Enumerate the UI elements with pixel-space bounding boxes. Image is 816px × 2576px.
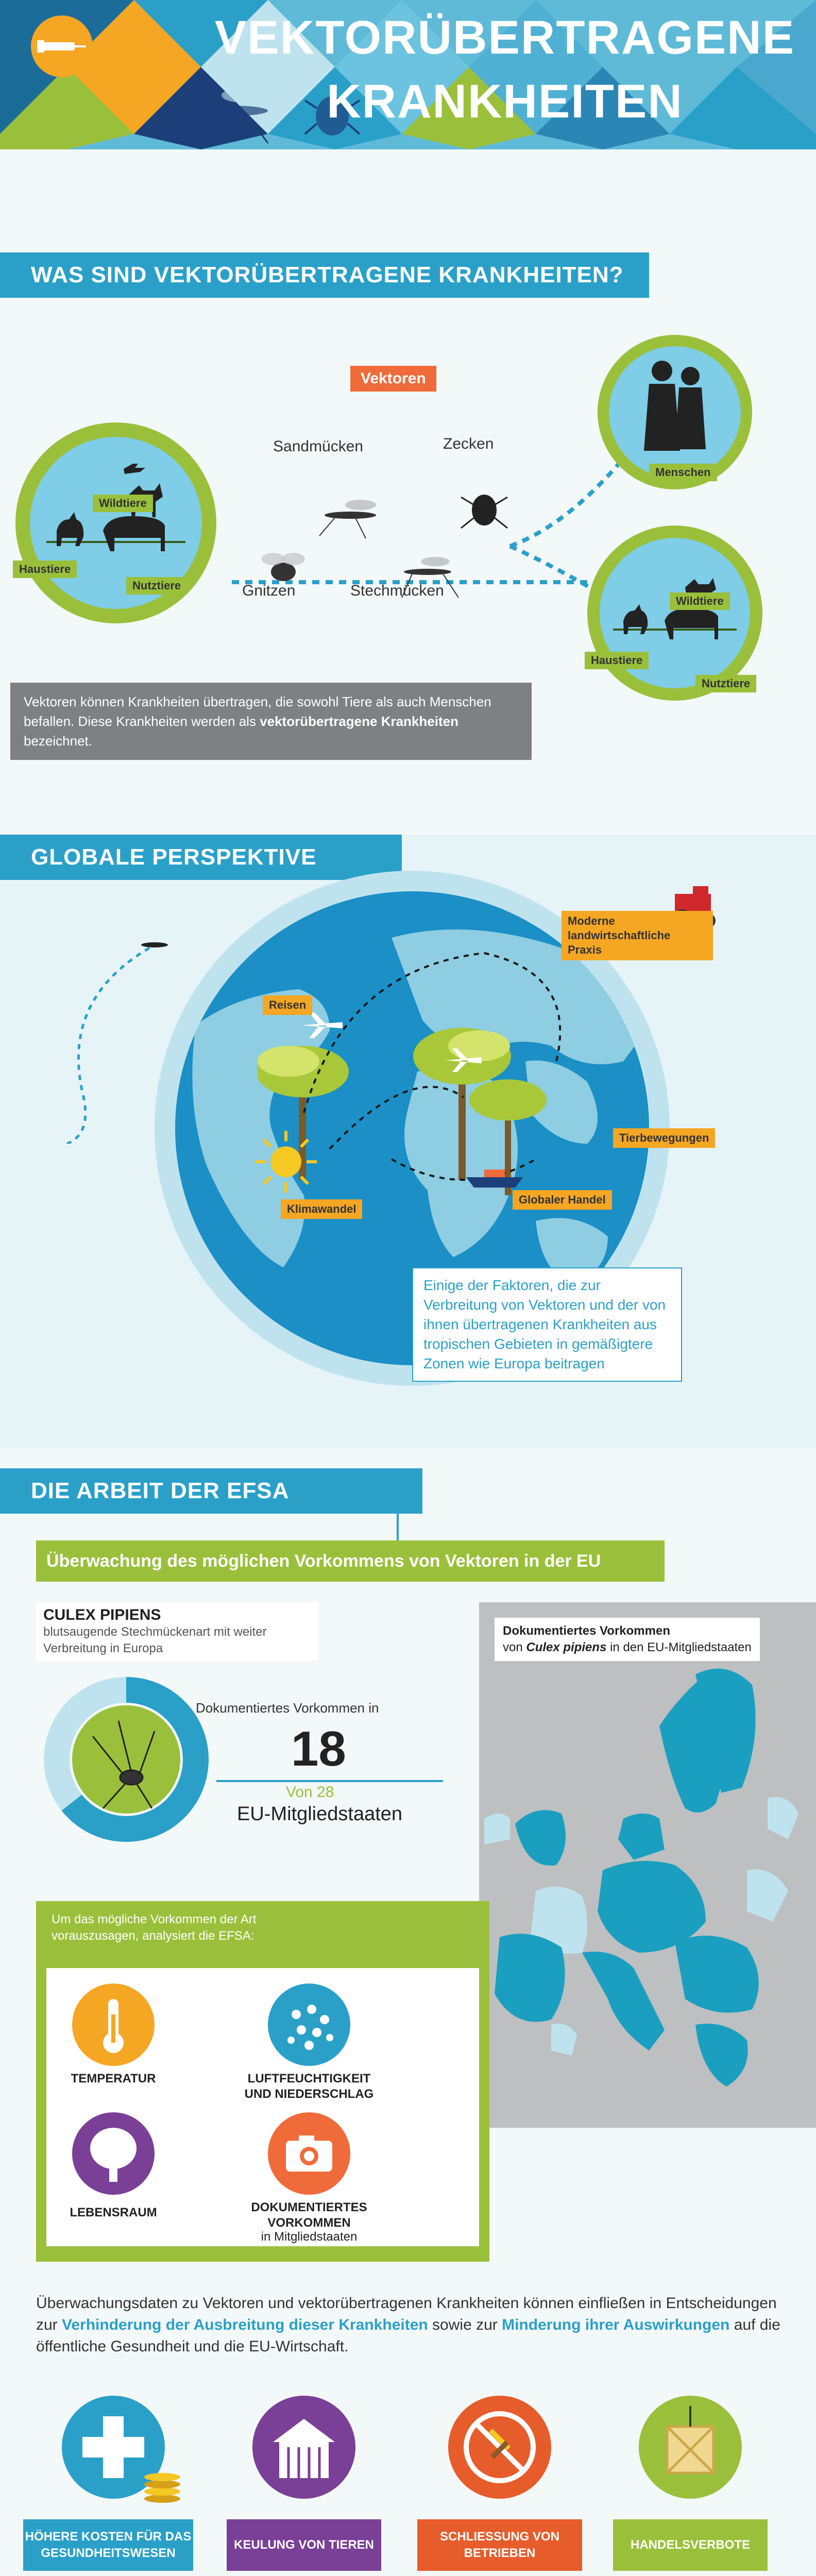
species-name: CULEX PIPIENS: [43, 1606, 161, 1623]
sandflies-label: Sandmücken: [273, 438, 364, 455]
tick-icon: [461, 495, 507, 528]
vectors-label: Vektoren: [350, 366, 436, 392]
stat-number: 18: [291, 1721, 346, 1776]
airplane-icon-2: [443, 1046, 484, 1075]
left-pets-label: Haustiere: [13, 561, 77, 578]
rain-drops-icon: [268, 1984, 350, 2066]
stat-of: Von 28: [286, 1784, 334, 1801]
right-wild-label: Wildtiere: [670, 592, 730, 610]
factor-occurrence-label: DOKUMENTIERTES VORKOMMEN: [251, 2200, 367, 2230]
section-heading: WAS SIND VEKTORÜBERTRAGENE KRANKHEITEN?: [0, 252, 649, 298]
factor-habitat-label: LEBENSRAUM: [70, 2206, 157, 2219]
animals-circle-left: [15, 422, 216, 623]
page-title-line2: KRANKHEITEN: [327, 75, 683, 128]
camera-icon: [268, 2112, 350, 2195]
monitoring-subheading: Überwachung des möglichen Vorkommens von Vektoren in der EU: [36, 1540, 665, 1582]
left-farm-label: Nutztiere: [126, 577, 187, 595]
thermometer-icon: [72, 1984, 155, 2066]
barn-icon: [252, 2396, 355, 2499]
section-heading: DIE ARBEIT DER EFSA: [0, 1468, 422, 1514]
stat-label: Dokumentiertes Vorkommen in: [196, 1700, 379, 1716]
left-wild-label: Wildtiere: [93, 495, 153, 512]
impact-trade-bans: HANDELSVERBOTE: [613, 2519, 768, 2571]
occurrence-donut: [41, 1674, 211, 1844]
impact-paragraph: Überwachungsdaten zu Vektoren und vektorübertragenen Krankheiten können einfließen in Entscheidungen zur Verhinderung der Ausbreitung dieser Krankheiten sowie zur Minderung ihrer Auswirkungen auf die öffentliche Gesundheit und die EU-Wirtschaft.: [36, 2295, 780, 2355]
section-heading: GLOBALE PERSPEKTIVE: [0, 835, 402, 880]
factors-panel: [46, 1968, 479, 2246]
label-travel: Reisen: [263, 995, 312, 1015]
stat-divider: [216, 1780, 443, 1782]
impact-health-costs: HÖHERE KOSTEN FÜR DAS GESUNDHEITSWESEN: [23, 2519, 193, 2571]
label-animal-movement: Tierbewegungen: [613, 1128, 715, 1148]
impact-business-closure: SCHLIESSUNG VON BETRIEBEN: [417, 2519, 582, 2571]
label-climate: Klimawandel: [281, 1199, 362, 1219]
stat-unit: EU-Mitgliedstaaten: [237, 1803, 403, 1825]
header-banner: [0, 0, 816, 149]
sandfly-icon: [319, 500, 376, 538]
label-farming: Moderne landwirtschaftliche Praxis: [562, 911, 713, 960]
mosquitoes-label: Stechmücken: [350, 582, 444, 599]
coins-icon: [139, 2458, 185, 2504]
factor-occurrence-sublabel: in Mitgliedstaaten: [261, 2230, 358, 2244]
section-efsa-work: [0, 1448, 816, 2576]
right-farm-label: Nutztiere: [695, 675, 756, 692]
right-pets-label: Haustiere: [585, 652, 649, 669]
ticks-label: Zecken: [443, 435, 494, 452]
humans-circle: [598, 335, 752, 489]
map-title: Dokumentiertes Vorkommen von Culex pipiens in den EU-Mitgliedstaaten: [495, 1618, 760, 1661]
section-what-are-vbd: [0, 149, 816, 835]
factor-humidity-label: LUFTFEUCHTIGKEIT UND NIEDERSCHLAG: [244, 2072, 374, 2101]
closed-tools-icon: [448, 2396, 551, 2499]
section-global-perspective: [0, 835, 816, 1448]
syringe-icon: [31, 15, 93, 77]
europe-map-shapes: [479, 1602, 816, 2128]
label-trade: Globaler Handel: [513, 1190, 612, 1210]
page-title-line1: VEKTORÜBERTRAGENE: [214, 11, 795, 64]
vbd-description: Vektoren können Krankheiten übertragen, die sowohl Tiere als auch Menschen befallen. Diese Krankheiten werden als vektorübertragene Krankheiten bezeichnet.: [10, 683, 532, 760]
factors-intro: Um das mögliche Vorkommen der Art vorauszusagen, analysiert die EFSA:: [52, 1912, 257, 1943]
crate-icon: [639, 2396, 742, 2499]
europe-map: [479, 1602, 816, 2128]
midges-label: Gnitzen: [242, 582, 296, 599]
animals-circle-right: [587, 526, 762, 701]
factors-box: [36, 1901, 489, 2262]
species-description: blutsaugende Stechmückenart mit weiter Verbreitung in Europa: [43, 1625, 267, 1655]
humans-silhouette-icon: [634, 355, 716, 459]
humans-label: Menschen: [649, 464, 717, 481]
impact-culling: KEULUNG VON TIEREN: [227, 2519, 381, 2571]
tree-icon: [72, 2112, 155, 2195]
sun-icon: [252, 1128, 319, 1195]
factor-temperature-label: TEMPERATUR: [71, 2072, 156, 2086]
species-box: [36, 1602, 318, 1661]
global-caption: Einige der Faktoren, die zur Verbreitung von Vektoren und der von ihnen übertragenen Krankheiten aus tropischen Gebieten in gemäßigtere Zonen wie Europa beitragen: [412, 1267, 682, 1382]
midge-icon: [262, 553, 305, 581]
ship-icon: [464, 1164, 525, 1190]
